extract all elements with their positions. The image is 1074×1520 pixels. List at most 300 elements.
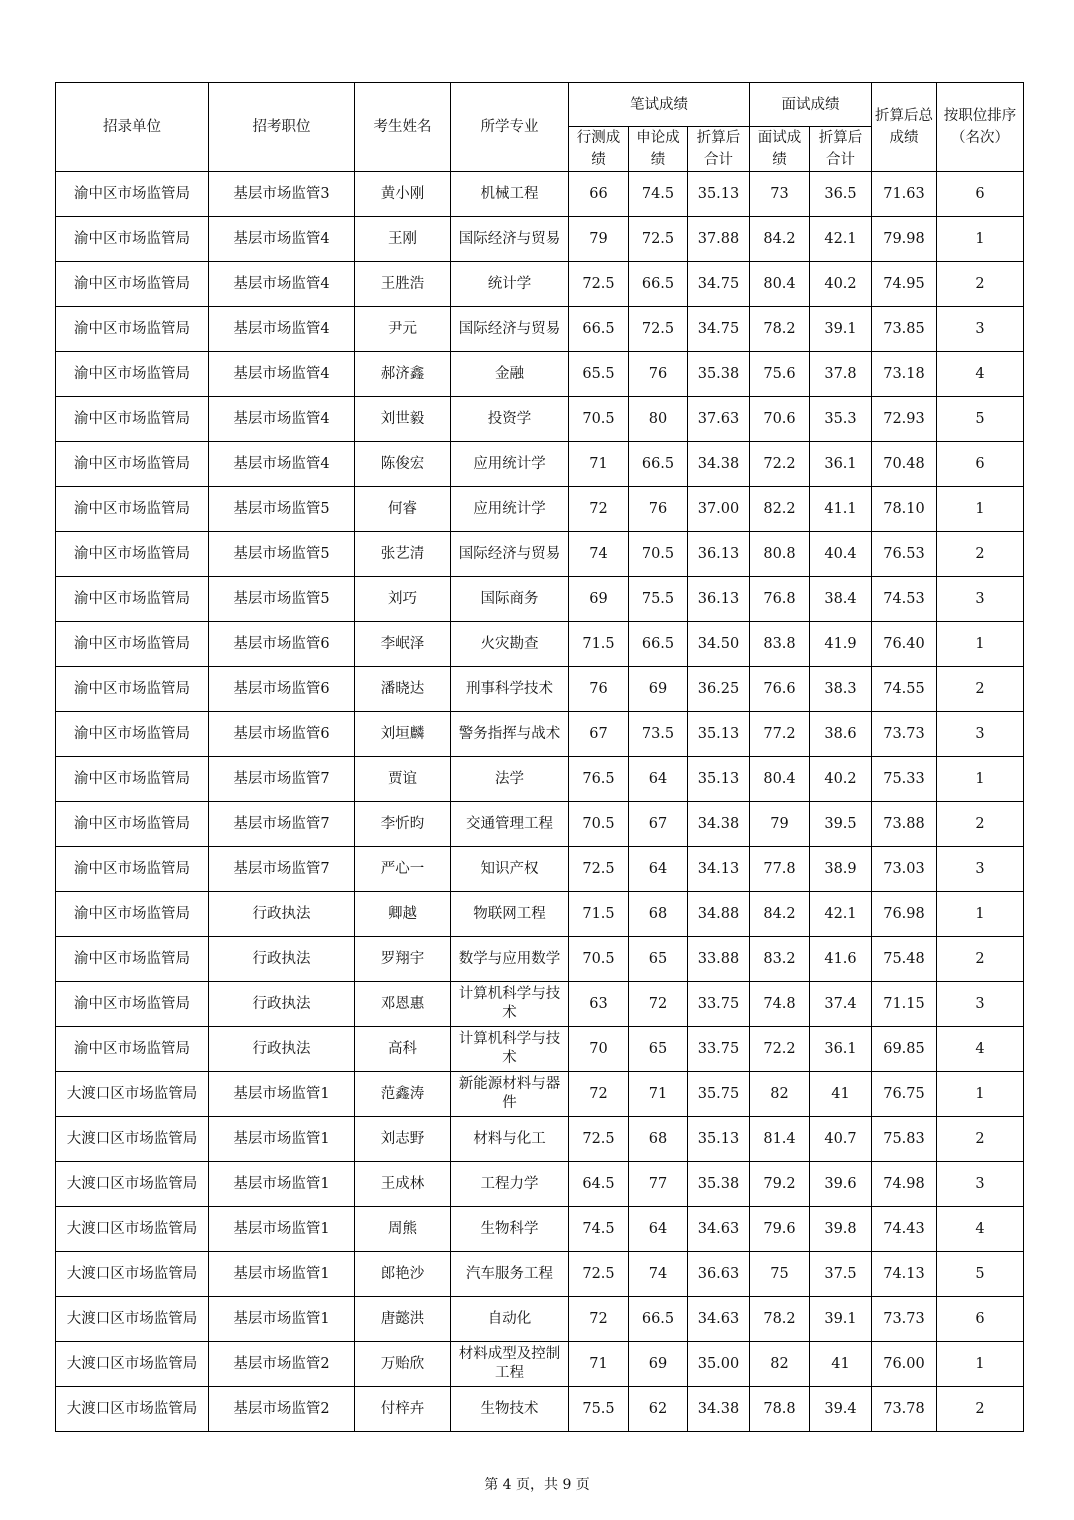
cell-unit: 渝中区市场监管局 <box>56 262 209 307</box>
page-number-label: 第 4 页，共 9 页 <box>484 1477 590 1493</box>
cell-name: 李忻昀 <box>355 802 451 847</box>
cell-iv: 78.2 <box>750 1297 810 1342</box>
cell-isum: 36.1 <box>810 442 872 487</box>
cell-wsum: 35.13 <box>688 712 750 757</box>
cell-isum: 39.1 <box>810 1297 872 1342</box>
cell-position: 基层市场监管1 <box>209 1297 355 1342</box>
cell-xc: 71.5 <box>569 622 629 667</box>
cell-xc: 70.5 <box>569 937 629 982</box>
cell-major: 计算机科学与技术 <box>451 982 569 1027</box>
cell-sl: 64 <box>629 847 688 892</box>
cell-major: 应用统计学 <box>451 442 569 487</box>
cell-xc: 67 <box>569 712 629 757</box>
cell-name: 刘垣麟 <box>355 712 451 757</box>
cell-unit: 渝中区市场监管局 <box>56 442 209 487</box>
cell-position: 基层市场监管4 <box>209 352 355 397</box>
cell-rank: 1 <box>937 1072 1024 1117</box>
cell-rank: 6 <box>937 1297 1024 1342</box>
cell-unit: 大渡口区市场监管局 <box>56 1072 209 1117</box>
cell-unit: 大渡口区市场监管局 <box>56 1162 209 1207</box>
cell-rank: 5 <box>937 1252 1024 1297</box>
table-row <box>56 1387 1024 1432</box>
cell-iv: 80.4 <box>750 757 810 802</box>
cell-position: 行政执法 <box>209 937 355 982</box>
cell-total: 72.93 <box>872 397 937 442</box>
cell-position: 基层市场监管1 <box>209 1252 355 1297</box>
cell-sl: 76 <box>629 487 688 532</box>
cell-unit: 渝中区市场监管局 <box>56 352 209 397</box>
score-table-body <box>56 172 1024 1432</box>
header-interview: 面试成绩 <box>750 83 872 127</box>
cell-iv: 80.4 <box>750 262 810 307</box>
header-position: 招考职位 <box>209 83 355 172</box>
cell-wsum: 35.38 <box>688 352 750 397</box>
cell-name: 王成林 <box>355 1162 451 1207</box>
cell-wsum: 34.38 <box>688 442 750 487</box>
cell-iv: 77.8 <box>750 847 810 892</box>
cell-sl: 70.5 <box>629 532 688 577</box>
cell-total: 71.15 <box>872 982 937 1027</box>
cell-major: 法学 <box>451 757 569 802</box>
cell-unit: 渝中区市场监管局 <box>56 937 209 982</box>
cell-isum: 42.1 <box>810 217 872 262</box>
cell-position: 基层市场监管2 <box>209 1387 355 1432</box>
cell-position: 基层市场监管4 <box>209 442 355 487</box>
cell-rank: 4 <box>937 352 1024 397</box>
cell-sl: 66.5 <box>629 1297 688 1342</box>
cell-unit: 渝中区市场监管局 <box>56 847 209 892</box>
cell-sl: 72.5 <box>629 307 688 352</box>
cell-position: 基层市场监管5 <box>209 532 355 577</box>
cell-name: 尹元 <box>355 307 451 352</box>
cell-wsum: 35.38 <box>688 1162 750 1207</box>
table-row <box>56 892 1024 937</box>
cell-position: 基层市场监管6 <box>209 712 355 757</box>
cell-rank: 1 <box>937 1342 1024 1387</box>
cell-rank: 1 <box>937 757 1024 802</box>
cell-total: 78.10 <box>872 487 937 532</box>
cell-iv: 76.8 <box>750 577 810 622</box>
cell-xc: 71 <box>569 1342 629 1387</box>
table-row <box>56 487 1024 532</box>
cell-name: 王刚 <box>355 217 451 262</box>
cell-rank: 3 <box>937 712 1024 757</box>
cell-position: 基层市场监管5 <box>209 487 355 532</box>
cell-major: 材料成型及控制工程 <box>451 1342 569 1387</box>
cell-xc: 72 <box>569 1072 629 1117</box>
cell-sl: 69 <box>629 1342 688 1387</box>
cell-name: 李岷泽 <box>355 622 451 667</box>
cell-position: 基层市场监管1 <box>209 1207 355 1252</box>
cell-wsum: 33.75 <box>688 982 750 1027</box>
cell-sl: 66.5 <box>629 262 688 307</box>
cell-position: 基层市场监管1 <box>209 1072 355 1117</box>
cell-total: 76.75 <box>872 1072 937 1117</box>
header-interview-sum: 折算后合计 <box>810 127 872 172</box>
cell-isum: 38.9 <box>810 847 872 892</box>
cell-isum: 36.5 <box>810 172 872 217</box>
cell-isum: 37.5 <box>810 1252 872 1297</box>
cell-total: 73.73 <box>872 1297 937 1342</box>
cell-isum: 41.6 <box>810 937 872 982</box>
table-row <box>56 712 1024 757</box>
cell-wsum: 34.38 <box>688 802 750 847</box>
cell-major: 物联网工程 <box>451 892 569 937</box>
cell-rank: 1 <box>937 622 1024 667</box>
cell-xc: 76 <box>569 667 629 712</box>
cell-isum: 39.1 <box>810 307 872 352</box>
cell-wsum: 33.75 <box>688 1027 750 1072</box>
cell-xc: 71.5 <box>569 892 629 937</box>
table-row <box>56 1027 1024 1072</box>
cell-xc: 71 <box>569 442 629 487</box>
cell-sl: 72 <box>629 982 688 1027</box>
cell-xc: 63 <box>569 982 629 1027</box>
cell-name: 刘巧 <box>355 577 451 622</box>
table-row <box>56 532 1024 577</box>
cell-sl: 66.5 <box>629 622 688 667</box>
cell-wsum: 35.75 <box>688 1072 750 1117</box>
cell-unit: 渝中区市场监管局 <box>56 532 209 577</box>
header-written-sum: 折算后合计 <box>688 127 750 172</box>
cell-sl: 80 <box>629 397 688 442</box>
cell-rank: 4 <box>937 1027 1024 1072</box>
cell-total: 74.43 <box>872 1207 937 1252</box>
table-row <box>56 577 1024 622</box>
header-rank: 按职位排序（名次） <box>937 83 1024 172</box>
cell-major: 生物技术 <box>451 1387 569 1432</box>
cell-rank: 6 <box>937 172 1024 217</box>
table-row <box>56 847 1024 892</box>
cell-xc: 66 <box>569 172 629 217</box>
cell-wsum: 35.13 <box>688 1117 750 1162</box>
cell-sl: 65 <box>629 1027 688 1072</box>
cell-wsum: 35.00 <box>688 1342 750 1387</box>
cell-rank: 1 <box>937 487 1024 532</box>
table-row <box>56 1117 1024 1162</box>
cell-sl: 68 <box>629 892 688 937</box>
cell-name: 贾谊 <box>355 757 451 802</box>
cell-iv: 70.6 <box>750 397 810 442</box>
cell-major: 生物科学 <box>451 1207 569 1252</box>
cell-unit: 大渡口区市场监管局 <box>56 1207 209 1252</box>
cell-major: 投资学 <box>451 397 569 442</box>
table-row <box>56 442 1024 487</box>
cell-unit: 大渡口区市场监管局 <box>56 1342 209 1387</box>
table-row <box>56 172 1024 217</box>
cell-wsum: 34.75 <box>688 262 750 307</box>
cell-rank: 2 <box>937 262 1024 307</box>
cell-major: 新能源材料与器件 <box>451 1072 569 1117</box>
cell-unit: 渝中区市场监管局 <box>56 172 209 217</box>
cell-name: 刘志野 <box>355 1117 451 1162</box>
cell-major: 火灾勘查 <box>451 622 569 667</box>
cell-rank: 4 <box>937 1207 1024 1252</box>
cell-isum: 41.1 <box>810 487 872 532</box>
cell-position: 基层市场监管7 <box>209 802 355 847</box>
cell-total: 75.48 <box>872 937 937 982</box>
cell-major: 材料与化工 <box>451 1117 569 1162</box>
cell-unit: 渝中区市场监管局 <box>56 307 209 352</box>
cell-xc: 72.5 <box>569 1252 629 1297</box>
cell-isum: 38.4 <box>810 577 872 622</box>
cell-isum: 37.4 <box>810 982 872 1027</box>
cell-wsum: 34.75 <box>688 307 750 352</box>
cell-position: 基层市场监管6 <box>209 622 355 667</box>
cell-sl: 74.5 <box>629 172 688 217</box>
cell-iv: 82.2 <box>750 487 810 532</box>
cell-rank: 3 <box>937 307 1024 352</box>
cell-iv: 75 <box>750 1252 810 1297</box>
cell-isum: 40.4 <box>810 532 872 577</box>
cell-rank: 1 <box>937 217 1024 262</box>
table-row <box>56 937 1024 982</box>
cell-unit: 渝中区市场监管局 <box>56 802 209 847</box>
cell-position: 基层市场监管3 <box>209 172 355 217</box>
cell-position: 行政执法 <box>209 982 355 1027</box>
cell-total: 73.73 <box>872 712 937 757</box>
cell-xc: 72 <box>569 487 629 532</box>
cell-iv: 79.6 <box>750 1207 810 1252</box>
cell-iv: 75.6 <box>750 352 810 397</box>
cell-name: 卿越 <box>355 892 451 937</box>
cell-name: 郎艳沙 <box>355 1252 451 1297</box>
cell-wsum: 34.13 <box>688 847 750 892</box>
cell-xc: 70.5 <box>569 802 629 847</box>
cell-name: 潘晓达 <box>355 667 451 712</box>
cell-isum: 41 <box>810 1072 872 1117</box>
cell-isum: 40.7 <box>810 1117 872 1162</box>
cell-name: 何睿 <box>355 487 451 532</box>
cell-isum: 40.2 <box>810 262 872 307</box>
cell-iv: 77.2 <box>750 712 810 757</box>
cell-wsum: 36.63 <box>688 1252 750 1297</box>
cell-unit: 大渡口区市场监管局 <box>56 1297 209 1342</box>
score-table <box>55 82 1024 1432</box>
cell-total: 70.48 <box>872 442 937 487</box>
cell-total: 75.33 <box>872 757 937 802</box>
cell-unit: 渝中区市场监管局 <box>56 487 209 532</box>
cell-total: 71.63 <box>872 172 937 217</box>
table-row <box>56 982 1024 1027</box>
cell-xc: 66.5 <box>569 307 629 352</box>
cell-position: 基层市场监管4 <box>209 397 355 442</box>
cell-xc: 72 <box>569 1297 629 1342</box>
cell-major: 汽车服务工程 <box>451 1252 569 1297</box>
cell-major: 知识产权 <box>451 847 569 892</box>
cell-name: 周熊 <box>355 1207 451 1252</box>
cell-major: 自动化 <box>451 1297 569 1342</box>
cell-xc: 70 <box>569 1027 629 1072</box>
cell-major: 数学与应用数学 <box>451 937 569 982</box>
cell-total: 73.18 <box>872 352 937 397</box>
cell-total: 74.98 <box>872 1162 937 1207</box>
header-major: 所学专业 <box>451 83 569 172</box>
cell-major: 国际经济与贸易 <box>451 532 569 577</box>
table-row <box>56 352 1024 397</box>
cell-unit: 大渡口区市场监管局 <box>56 1387 209 1432</box>
cell-total: 79.98 <box>872 217 937 262</box>
cell-rank: 2 <box>937 667 1024 712</box>
cell-sl: 74 <box>629 1252 688 1297</box>
cell-xc: 74 <box>569 532 629 577</box>
cell-wsum: 37.00 <box>688 487 750 532</box>
cell-major: 刑事科学技术 <box>451 667 569 712</box>
cell-isum: 39.8 <box>810 1207 872 1252</box>
header-written: 笔试成绩 <box>569 83 750 127</box>
cell-iv: 72.2 <box>750 1027 810 1072</box>
cell-isum: 38.6 <box>810 712 872 757</box>
cell-name: 付梓卉 <box>355 1387 451 1432</box>
cell-xc: 69 <box>569 577 629 622</box>
header-name: 考生姓名 <box>355 83 451 172</box>
table-row <box>56 757 1024 802</box>
cell-position: 基层市场监管7 <box>209 757 355 802</box>
cell-iv: 74.8 <box>750 982 810 1027</box>
cell-wsum: 36.25 <box>688 667 750 712</box>
cell-wsum: 34.63 <box>688 1207 750 1252</box>
cell-unit: 渝中区市场监管局 <box>56 757 209 802</box>
cell-name: 黄小刚 <box>355 172 451 217</box>
cell-sl: 66.5 <box>629 442 688 487</box>
cell-unit: 渝中区市场监管局 <box>56 667 209 712</box>
cell-wsum: 35.13 <box>688 757 750 802</box>
cell-xc: 72.5 <box>569 262 629 307</box>
cell-sl: 68 <box>629 1117 688 1162</box>
table-row <box>56 1252 1024 1297</box>
header-total: 折算后总成绩 <box>872 83 937 172</box>
cell-xc: 74.5 <box>569 1207 629 1252</box>
cell-unit: 渝中区市场监管局 <box>56 1027 209 1072</box>
cell-iv: 83.8 <box>750 622 810 667</box>
cell-sl: 62 <box>629 1387 688 1432</box>
cell-isum: 39.5 <box>810 802 872 847</box>
cell-isum: 40.2 <box>810 757 872 802</box>
page-footer <box>0 1474 1074 1494</box>
cell-rank: 2 <box>937 802 1024 847</box>
cell-wsum: 36.13 <box>688 577 750 622</box>
cell-xc: 76.5 <box>569 757 629 802</box>
table-row <box>56 1162 1024 1207</box>
cell-isum: 39.4 <box>810 1387 872 1432</box>
cell-wsum: 34.88 <box>688 892 750 937</box>
cell-isum: 39.6 <box>810 1162 872 1207</box>
cell-major: 应用统计学 <box>451 487 569 532</box>
cell-iv: 78.2 <box>750 307 810 352</box>
cell-rank: 3 <box>937 847 1024 892</box>
cell-total: 76.00 <box>872 1342 937 1387</box>
cell-iv: 82 <box>750 1342 810 1387</box>
cell-iv: 84.2 <box>750 892 810 937</box>
cell-major: 统计学 <box>451 262 569 307</box>
cell-total: 74.95 <box>872 262 937 307</box>
cell-total: 73.78 <box>872 1387 937 1432</box>
cell-xc: 79 <box>569 217 629 262</box>
cell-total: 73.85 <box>872 307 937 352</box>
cell-name: 刘世毅 <box>355 397 451 442</box>
cell-total: 76.53 <box>872 532 937 577</box>
cell-position: 基层市场监管6 <box>209 667 355 712</box>
cell-major: 金融 <box>451 352 569 397</box>
cell-wsum: 37.88 <box>688 217 750 262</box>
cell-position: 基层市场监管1 <box>209 1162 355 1207</box>
cell-position: 基层市场监管5 <box>209 577 355 622</box>
table-row <box>56 262 1024 307</box>
cell-total: 73.88 <box>872 802 937 847</box>
cell-position: 基层市场监管4 <box>209 307 355 352</box>
cell-total: 76.40 <box>872 622 937 667</box>
cell-sl: 76 <box>629 352 688 397</box>
cell-isum: 38.3 <box>810 667 872 712</box>
cell-name: 万贻欣 <box>355 1342 451 1387</box>
cell-unit: 渝中区市场监管局 <box>56 622 209 667</box>
cell-iv: 72.2 <box>750 442 810 487</box>
cell-total: 69.85 <box>872 1027 937 1072</box>
cell-isum: 42.1 <box>810 892 872 937</box>
cell-major: 工程力学 <box>451 1162 569 1207</box>
table-row <box>56 397 1024 442</box>
cell-unit: 渝中区市场监管局 <box>56 892 209 937</box>
cell-wsum: 34.63 <box>688 1297 750 1342</box>
cell-position: 基层市场监管4 <box>209 262 355 307</box>
cell-sl: 69 <box>629 667 688 712</box>
cell-total: 75.83 <box>872 1117 937 1162</box>
cell-rank: 2 <box>937 937 1024 982</box>
cell-sl: 67 <box>629 802 688 847</box>
cell-rank: 3 <box>937 982 1024 1027</box>
cell-iv: 82 <box>750 1072 810 1117</box>
cell-rank: 6 <box>937 442 1024 487</box>
table-row <box>56 667 1024 712</box>
cell-iv: 84.2 <box>750 217 810 262</box>
cell-position: 基层市场监管2 <box>209 1342 355 1387</box>
cell-major: 交通管理工程 <box>451 802 569 847</box>
cell-isum: 41 <box>810 1342 872 1387</box>
cell-position: 基层市场监管4 <box>209 217 355 262</box>
cell-wsum: 37.63 <box>688 397 750 442</box>
cell-isum: 41.9 <box>810 622 872 667</box>
cell-rank: 2 <box>937 1387 1024 1432</box>
cell-rank: 2 <box>937 1117 1024 1162</box>
cell-unit: 渝中区市场监管局 <box>56 577 209 622</box>
cell-sl: 77 <box>629 1162 688 1207</box>
cell-sl: 71 <box>629 1072 688 1117</box>
cell-wsum: 36.13 <box>688 532 750 577</box>
header-xc: 行测成绩 <box>569 127 629 172</box>
cell-xc: 65.5 <box>569 352 629 397</box>
cell-iv: 73 <box>750 172 810 217</box>
cell-xc: 64.5 <box>569 1162 629 1207</box>
cell-rank: 3 <box>937 1162 1024 1207</box>
table-row <box>56 217 1024 262</box>
cell-sl: 72.5 <box>629 217 688 262</box>
header-sl: 申论成绩 <box>629 127 688 172</box>
cell-name: 唐懿洪 <box>355 1297 451 1342</box>
cell-sl: 64 <box>629 757 688 802</box>
cell-rank: 1 <box>937 892 1024 937</box>
cell-wsum: 34.50 <box>688 622 750 667</box>
cell-isum: 36.1 <box>810 1027 872 1072</box>
cell-name: 陈俊宏 <box>355 442 451 487</box>
cell-name: 高科 <box>355 1027 451 1072</box>
table-row <box>56 1297 1024 1342</box>
header-unit: 招录单位 <box>56 83 209 172</box>
cell-iv: 81.4 <box>750 1117 810 1162</box>
cell-name: 罗翔宇 <box>355 937 451 982</box>
cell-wsum: 35.13 <box>688 172 750 217</box>
cell-iv: 78.8 <box>750 1387 810 1432</box>
cell-xc: 75.5 <box>569 1387 629 1432</box>
